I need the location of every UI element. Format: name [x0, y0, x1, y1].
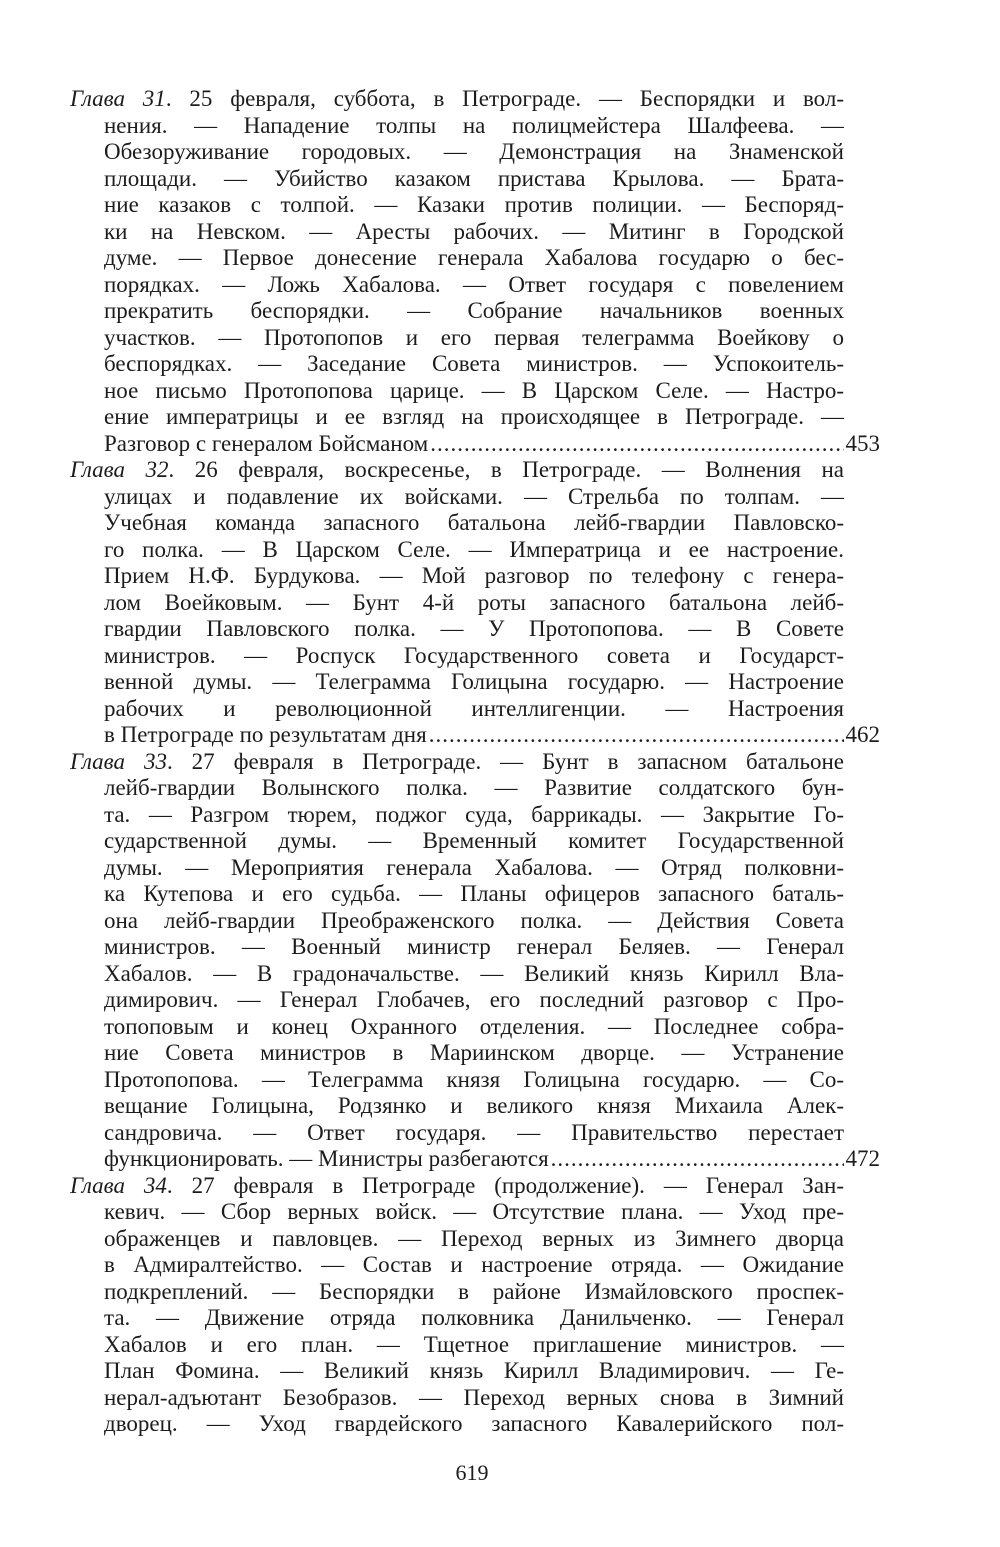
chapter-label: Глава 32 — [70, 457, 169, 482]
entry-line: рабочих и революционной интеллигенции. — Настроения — [104, 695, 844, 721]
page-number: 462 — [845, 722, 880, 747]
entry-line: Учебная команда запасного батальона лейб-гвардии Павловско- — [104, 510, 844, 535]
entry-line: План Фомина. — Великий князь Кирилл Владимирович. — Ге- — [104, 1358, 844, 1383]
entry-line: ние Совета министров в Мариинском дворце. — Устранение — [104, 1040, 844, 1065]
entry-line: улицах и подавление их войсками. — Стрельба по толпам. — — [104, 483, 844, 509]
entry-line: ение императрицы и ее взгляд на происходящее в Петрограде. — — [104, 404, 844, 429]
entry-line: лом Воейковым. — Бунт 4-й роты запасного батальона лейб- — [104, 589, 844, 615]
entry-line: участков. — Протопопов и его первая телеграмма Воейкову о — [104, 324, 844, 350]
entry-line: Хабалов и его план. — Тщетное приглашение министров. — — [104, 1331, 844, 1357]
entry-line: ка Кутепова и его судьба. — Планы офицеров запасного баталь- — [104, 881, 844, 906]
entry-line: та. — Разгром тюрем, поджог суда, баррикады. — Закрытие Го- — [104, 801, 844, 827]
entry-line: димирович. — Генерал Глобачев, его последний разговор с Про- — [104, 987, 844, 1012]
entry-text: в Петрограде по результатам дня — [104, 722, 427, 747]
entry-line: прекратить беспорядки. — Собрание начальников военных — [104, 298, 844, 323]
entry-line: ки на Невском. — Аресты рабочих. — Митинг в Городской — [104, 218, 844, 244]
entry-line: площади. — Убийство казаком пристава Крылова. — Брата- — [104, 165, 844, 191]
entry-line: министров. — Роспуск Государственного совета и Государст- — [104, 642, 844, 668]
toc-entry-chapter-31 — [70, 86, 880, 457]
entry-text: . 27 февраля в Петрограде. — Бунт в запасном батальоне — [166, 748, 844, 774]
page-folio-number: 619 — [455, 1460, 489, 1485]
entry-line: Хабалов. — В градоначальстве. — Великий князь Кирилл Вла- — [104, 960, 844, 986]
entry-line: нерал-адъютант Безобразов. — Переход верных снова в Зимний — [104, 1384, 844, 1410]
entry-first-line — [70, 1173, 844, 1200]
entry-line: подкреплений. — Беспорядки в районе Измайловского проспек- — [104, 1278, 844, 1304]
dot-leader — [430, 431, 843, 458]
page-number: 472 — [845, 1146, 880, 1171]
entry-line: она лейб-гвардии Преображенского полка. — Действия Совета — [104, 907, 844, 933]
entry-line: та. — Движение отряда полковника Данильченко. — Генерал — [104, 1305, 844, 1330]
entry-line: венной думы. — Телеграмма Голицына государю. — Настроение — [104, 669, 844, 694]
entry-text: функционировать. — Министры разбегаются — [104, 1146, 549, 1171]
entry-line: гвардии Павловского полка. — У Протопопова. — В Совете — [104, 616, 844, 641]
entry-line: го полка. — В Царском Селе. — Императрица и ее настроение. — [104, 536, 844, 562]
entry-line: думы. — Мероприятия генерала Хабалова. — Отряд полковни- — [104, 854, 844, 880]
chapter-label: Глава 34 — [70, 1172, 167, 1198]
dot-leader — [551, 1146, 844, 1173]
entry-last-line — [70, 1146, 880, 1173]
entry-first-line — [70, 86, 844, 113]
toc-entry-chapter-33 — [70, 749, 880, 1173]
entry-line: министров. — Военный министр генерал Беляев. — Генерал — [104, 934, 844, 959]
entry-text: . 25 февраля, суббота, в Петрограде. — Беспорядки и вол- — [165, 86, 844, 111]
entry-line: топоповым и конец Охранного отделения. — Последнее собра- — [104, 1013, 844, 1039]
entry-text: . 26 февраля, воскресенье, в Петрограде. — Волнения на — [168, 457, 844, 482]
entry-line: сандровича. — Ответ государя. — Правительство перестает — [104, 1119, 844, 1145]
entry-last-line — [70, 431, 880, 458]
entry-first-line — [70, 749, 844, 776]
dot-leader — [429, 722, 844, 749]
chapter-label: Глава 31 — [70, 86, 166, 111]
entry-last-line: дворец. — Уход гвардейского запасного Кавалерийского пол- — [104, 1411, 844, 1436]
entry-line: ние казаков с толпой. — Казаки против полиции. — Беспоряд- — [104, 192, 844, 217]
entry-line: ное письмо Протопопова царице. — В Царском Селе. — Настро- — [104, 377, 844, 403]
entry-text: . 27 февраля в Петрограде (продолжение). — Генерал Зан- — [166, 1172, 844, 1198]
entry-text: Разговор с генералом Бойсманом — [104, 430, 429, 456]
entry-line: ображенцев и павловцев. — Переход верных из Зимнего дворца — [104, 1225, 844, 1251]
entry-line: порядках. — Ложь Хабалова. — Ответ государя с повелением — [104, 271, 844, 297]
page-number: 453 — [845, 430, 880, 456]
toc-entry-chapter-34 — [70, 1173, 880, 1438]
chapter-label: Глава 33 — [70, 748, 167, 774]
entry-line: думе. — Первое донесение генерала Хабалова государю о бес- — [104, 245, 844, 270]
entry-line: сударственной думы. — Временный комитет Государственной — [104, 828, 844, 853]
entry-line: беспорядках. — Заседание Совета министров. — Успокоитель- — [104, 351, 844, 376]
entry-first-line — [70, 457, 844, 484]
entry-line: вещание Голицына, Родзянко и великого князя Михаила Алек- — [104, 1093, 844, 1118]
entry-line: Обезоруживание городовых. — Демонстрация на Знаменской — [104, 139, 844, 164]
entry-line: Прием Н.Ф. Бурдукова. — Мой разговор по телефону с генера- — [104, 563, 844, 588]
entry-line: лейб-гвардии Волынского полка. — Развитие солдатского бун- — [104, 775, 844, 800]
toc-entry-chapter-32 — [70, 457, 880, 749]
entry-last-line — [70, 722, 880, 749]
entry-line: кевич. — Сбор верных войск. — Отсутствие плана. — Уход пре- — [104, 1199, 844, 1224]
table-of-contents — [70, 86, 880, 1438]
entry-line: в Адмиралтейство. — Состав и настроение отряда. — Ожидание — [104, 1252, 844, 1277]
entry-line: Протопопова. — Телеграмма князя Голицына государю. — Со- — [104, 1066, 844, 1092]
entry-line: нения. — Нападение толпы на полицмейстера Шалфеева. — — [104, 112, 844, 138]
